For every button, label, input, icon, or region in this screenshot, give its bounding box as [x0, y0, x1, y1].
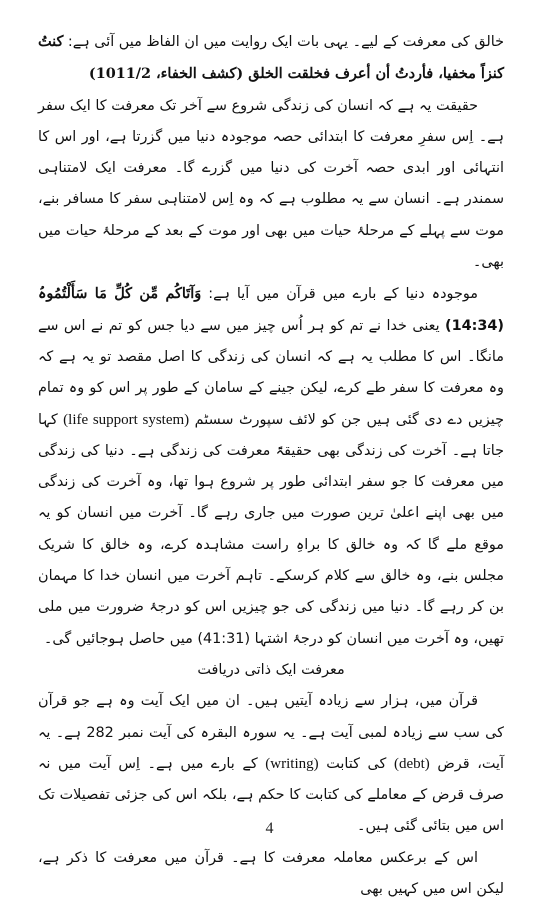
- english-term-life-support: (life support system): [63, 411, 190, 428]
- quran-verse: وَآتَاکُم مِّن کُلِّ مَا سَأَلْتُمُوہُ: [38, 285, 202, 303]
- paragraph-3-lead: موجودہ دنیا کے بارے میں قرآن میں آیا ہے:: [201, 286, 478, 303]
- section-heading: معرفت ایک ذاتی دریافت: [197, 661, 345, 678]
- paragraph-3-continuation: کہا جاتا ہے۔ آخرت کی زندگی بھی حقیقۃً معرفت کی زندگی ہے۔ دنیا کی زندگی میں معرفت کا جو سفر ابتدائی طور پر شروع ہوا تھا، وہ آخرت کی زندگی میں بھی اپنے اعلیٰ ترین صورت میں جاری رہے گا۔ آخرت میں انسان کو یہ موقع ملے گا کہ وہ خالق کا براہِ راست مشاہدہ کرے، وہ خالق کا شریک مجلس بنے، وہ خالق سے کلام کرسکے۔ تاہم آخرت میں انسان خدا کا مہمان بن کر رہے گا۔ دنیا میں زندگی کی جو چیزیں اس کو درجۂ ضرورت میں ملی تھیں، وہ آخرت میں انسان کو درجۂ اشتہا (41:31) میں حاصل ہوجائیں گی۔: [38, 411, 504, 647]
- document-page: [38, 26, 504, 905]
- english-term-debt: (debt): [393, 755, 430, 772]
- paragraph-4-part-3: کے بارے میں ہے۔ اِس آیت میں نہ صرف قرض کے معاملے کی کتابت کا حکم ہے، بلکہ اس کی جزئی تفصیلات تک اس میں بتائی گئی ہیں۔: [38, 755, 504, 835]
- verse-reference: (14:34): [445, 317, 504, 334]
- paragraph-4-part-2: کی کتابت: [318, 755, 394, 772]
- paragraph-3: [38, 278, 504, 655]
- paragraph-1-intro: خالق کی معرفت کے لیے۔ یہی بات ایک روایت میں ان الفاظ میں آئی ہے:: [63, 34, 504, 50]
- paragraph-4-part-1: قرآن میں، ہزار سے زیادہ آیتیں ہیں۔ ان میں ایک آیت وہ ہے جو قرآن کی سب سے زیادہ لمبی آیت ہے۔ یہ سورہ البقرہ کی آیت نمبر 282 ہے۔ یہ آیت، قرض: [38, 693, 504, 772]
- paragraph-5: اس کے برعکس معاملہ معرفت کا ہے۔ قرآن میں معرفت کا ذکر ہے، لیکن اس میں کہیں بھی: [38, 849, 504, 898]
- english-term-writing: (writing): [265, 755, 319, 772]
- page-number: 4: [265, 820, 274, 837]
- arabic-narration: کنتُ کنزاً مخفیا، فأردتُ أن أعرف فخلقت الخلق (کشف الخفاء، 1011/2): [38, 33, 504, 83]
- paragraph-2: حقیقت یہ ہے کہ انسان کی زندگی شروع سے آخر تک معرفت کا ایک سفر ہے۔ اِس سفرِ معرفت کا ابتدائی حصہ موجودہ دنیا میں گزرتا ہے، اور اس کا انتہائی اور ابدی حصہ آخرت کی دنیا میں گزرے گا۔ معرفت ایک لامتناہی سمندر ہے۔ انسان سے یہ مطلوب ہے کہ وہ اِس لامتناہی سفر کا مسافر بنے، موت سے پہلے کے مرحلۂ حیات میں بھی اور موت کے بعد کے مرحلۂ حیات میں بھی۔: [38, 97, 504, 271]
- paragraph-3-body: یعنی خدا نے تم کو ہر اُس چیز میں سے دیا جس کو تم نے اس سے مانگا۔ اس کا مطلب یہ ہے کہ انسان کی زندگی کا اصل مقصد تو یہ ہے کہ وہ معرفت کا سفر طے کرے، لیکن جینے کے سامان کے طور پر اس کو وہ تمام چیزیں دے دی گئی ہیں جن کو لائف سپورٹ سسٹم: [38, 317, 505, 428]
- paragraph-1: [38, 26, 504, 91]
